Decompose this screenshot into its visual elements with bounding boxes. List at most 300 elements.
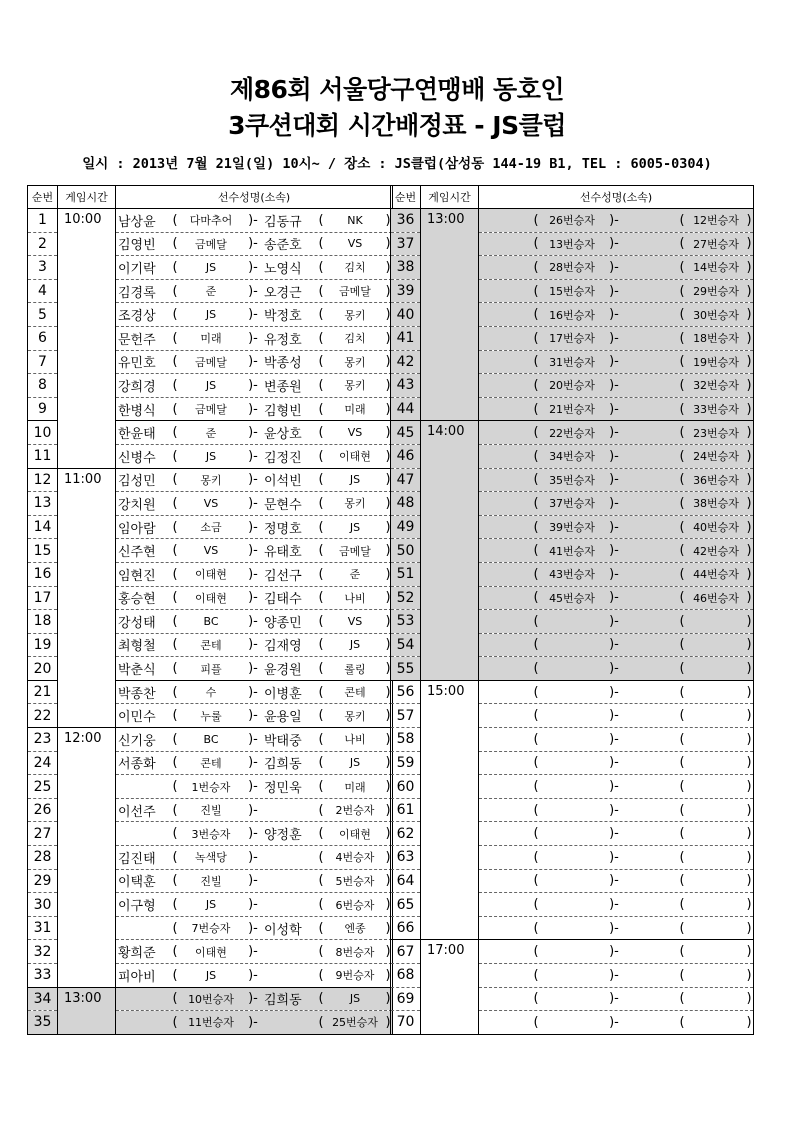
paren-close: ) [746, 755, 752, 771]
player-1-club: 21번승자 [549, 403, 595, 417]
player-1-name: 이선주 [118, 804, 156, 820]
paren-open: ( [533, 755, 539, 771]
match-number: 30 [28, 893, 58, 917]
player-2-name: 이석빈 [264, 474, 302, 490]
paren-open: ( [533, 849, 539, 865]
versus-separator: )- [248, 708, 258, 724]
match-pairing [479, 539, 754, 563]
paren-open: ( [679, 472, 685, 488]
match-number: 35 [28, 1011, 58, 1035]
paren-close: ) [746, 849, 752, 865]
paren-open: ( [533, 401, 539, 417]
paren-close: ) [746, 259, 752, 275]
paren-open: ( [533, 684, 539, 700]
player-2-club: 27번승자 [693, 237, 739, 251]
versus-separator: )- [609, 212, 619, 228]
versus-separator: )- [248, 826, 258, 842]
paren-close: ) [746, 897, 752, 913]
paren-open: ( [172, 755, 178, 771]
match-number: 41 [391, 326, 421, 350]
match-number: 6 [28, 326, 58, 350]
match-number: 20 [28, 657, 58, 681]
player-2-club: 롤링 [344, 662, 366, 676]
match-number: 46 [391, 444, 421, 468]
match-pairing [116, 256, 393, 280]
paren-close: ) [746, 708, 752, 724]
paren-close: ) [385, 472, 391, 488]
paren-close: ) [746, 307, 752, 323]
paren-open: ( [533, 920, 539, 936]
paren-open: ( [533, 590, 539, 606]
paren-open: ( [318, 307, 324, 323]
player-1-club: 16번승자 [549, 308, 595, 322]
versus-separator: )- [248, 377, 258, 393]
paren-open: ( [172, 897, 178, 913]
player-1-name: 한병식 [118, 403, 156, 419]
match-number: 57 [391, 704, 421, 728]
match-pairing [116, 940, 393, 964]
versus-separator: )- [248, 897, 258, 913]
player-2-name: 양종민 [264, 615, 302, 631]
player-2-club: 몽키 [344, 379, 366, 393]
player-1-club: 15번승자 [549, 285, 595, 299]
paren-open: ( [533, 802, 539, 818]
paren-open: ( [679, 802, 685, 818]
match-number: 42 [391, 350, 421, 374]
paren-open: ( [172, 212, 178, 228]
paren-open: ( [318, 425, 324, 441]
versus-separator: )- [609, 897, 619, 913]
paren-open: ( [172, 472, 178, 488]
player-1-name: 피아비 [118, 969, 156, 985]
player-1-club: 39번승자 [549, 521, 595, 535]
versus-separator: )- [248, 873, 258, 889]
player-2-club: 나비 [344, 591, 366, 605]
match-pairing [479, 468, 754, 492]
paren-open: ( [679, 637, 685, 653]
paren-close: ) [385, 637, 391, 653]
player-2-club: 이태현 [339, 827, 371, 841]
versus-separator: )- [609, 330, 619, 346]
player-2-name: 김정진 [264, 450, 302, 466]
paren-open: ( [318, 661, 324, 677]
match-number: 1 [28, 209, 58, 233]
player-1-club: 미래 [200, 332, 222, 346]
schedule-table-left [27, 185, 393, 1035]
match-number: 21 [28, 680, 58, 704]
match-pairing [479, 798, 754, 822]
player-2-club: 미래 [344, 780, 366, 794]
match-pairing [479, 232, 754, 256]
match-pairing [116, 444, 393, 468]
paren-open: ( [679, 354, 685, 370]
versus-separator: )- [609, 566, 619, 582]
player-2-club: 금메달 [339, 544, 371, 558]
match-number: 16 [28, 562, 58, 586]
versus-separator: )- [609, 377, 619, 393]
player-2-club: 25번승자 [332, 1016, 378, 1030]
player-1-name: 신주현 [118, 545, 156, 561]
player-2-club: 12번승자 [693, 214, 739, 228]
versus-separator: )- [248, 354, 258, 370]
player-1-club: 26번승자 [549, 214, 595, 228]
versus-separator: )- [248, 448, 258, 464]
match-pairing [479, 704, 754, 728]
versus-separator: )- [609, 401, 619, 417]
versus-separator: )- [609, 637, 619, 653]
match-number: 54 [391, 633, 421, 657]
paren-open: ( [318, 849, 324, 865]
versus-separator: )- [609, 590, 619, 606]
paren-open: ( [533, 495, 539, 511]
match-number: 38 [391, 256, 421, 280]
match-number: 39 [391, 279, 421, 303]
paren-open: ( [318, 259, 324, 275]
player-2-name: 유태호 [264, 545, 302, 561]
match-number: 27 [28, 822, 58, 846]
match-pairing [116, 680, 393, 704]
paren-open: ( [533, 354, 539, 370]
versus-separator: )- [248, 495, 258, 511]
game-time: 17:00 [421, 940, 479, 1034]
paren-open: ( [533, 448, 539, 464]
versus-separator: )- [609, 991, 619, 1007]
player-1-club: 진빌 [200, 874, 222, 888]
paren-close: ) [385, 354, 391, 370]
paren-close: ) [746, 637, 752, 653]
paren-open: ( [679, 613, 685, 629]
player-1-name: 신병수 [118, 450, 156, 466]
match-pairing [116, 209, 393, 233]
match-pairing [479, 610, 754, 634]
match-number: 10 [28, 421, 58, 445]
match-pairing [116, 1011, 393, 1035]
paren-close: ) [385, 967, 391, 983]
paren-open: ( [172, 637, 178, 653]
paren-open: ( [318, 779, 324, 795]
player-2-club: 46번승자 [693, 591, 739, 605]
player-2-name: 김동규 [264, 214, 302, 230]
paren-open: ( [318, 236, 324, 252]
player-2-club: 이태현 [339, 450, 371, 464]
versus-separator: )- [609, 826, 619, 842]
match-number: 50 [391, 539, 421, 563]
match-number: 26 [28, 798, 58, 822]
paren-close: ) [385, 826, 391, 842]
paren-open: ( [172, 684, 178, 700]
match-pairing [479, 916, 754, 940]
paren-open: ( [679, 543, 685, 559]
match-pairing [116, 987, 393, 1011]
match-pairing [479, 326, 754, 350]
table-row [391, 940, 754, 964]
paren-close: ) [385, 920, 391, 936]
player-1-name: 이민수 [118, 710, 156, 726]
paren-open: ( [679, 590, 685, 606]
table-row [28, 728, 393, 752]
player-2-club: 33번승자 [693, 403, 739, 417]
paren-close: ) [746, 519, 752, 535]
player-2-club: 8번승자 [335, 945, 375, 959]
match-pairing [479, 728, 754, 752]
paren-close: ) [385, 330, 391, 346]
match-pairing [479, 869, 754, 893]
player-1-club: 34번승자 [549, 450, 595, 464]
paren-close: ) [746, 991, 752, 1007]
player-2-club: 24번승자 [693, 450, 739, 464]
match-number: 17 [28, 586, 58, 610]
match-pairing [116, 610, 393, 634]
paren-open: ( [533, 212, 539, 228]
paren-open: ( [679, 991, 685, 1007]
paren-open: ( [679, 684, 685, 700]
versus-separator: )- [248, 779, 258, 795]
player-1-club: 피플 [200, 662, 222, 676]
match-number: 19 [28, 633, 58, 657]
versus-separator: )- [609, 779, 619, 795]
player-1-club: JS [205, 449, 217, 463]
match-number: 13 [28, 492, 58, 516]
paren-open: ( [172, 661, 178, 677]
paren-open: ( [533, 425, 539, 441]
paren-close: ) [746, 873, 752, 889]
paren-close: ) [385, 425, 391, 441]
match-pairing [479, 350, 754, 374]
paren-open: ( [679, 566, 685, 582]
match-number: 69 [391, 987, 421, 1011]
match-pairing [479, 209, 754, 233]
player-2-club: 30번승자 [693, 308, 739, 322]
versus-separator: )- [248, 944, 258, 960]
paren-open: ( [679, 826, 685, 842]
versus-separator: )- [248, 920, 258, 936]
versus-separator: )- [248, 543, 258, 559]
versus-separator: )- [609, 519, 619, 535]
paren-open: ( [533, 566, 539, 582]
match-number: 28 [28, 846, 58, 870]
player-2-club: 29번승자 [693, 285, 739, 299]
paren-open: ( [318, 519, 324, 535]
match-pairing [116, 704, 393, 728]
player-1-name: 임현진 [118, 568, 156, 584]
paren-open: ( [533, 637, 539, 653]
player-2-club: 김치 [344, 261, 366, 275]
paren-close: ) [385, 991, 391, 1007]
table-row [391, 421, 754, 445]
paren-open: ( [679, 283, 685, 299]
match-number: 60 [391, 775, 421, 799]
match-number: 11 [28, 444, 58, 468]
match-number: 65 [391, 893, 421, 917]
game-time: 12:00 [58, 728, 116, 988]
player-2-name: 송준호 [264, 238, 302, 254]
paren-open: ( [172, 236, 178, 252]
versus-separator: )- [609, 1014, 619, 1030]
paren-open: ( [679, 755, 685, 771]
player-1-club: 22번승자 [549, 426, 595, 440]
paren-close: ) [385, 731, 391, 747]
player-1-name: 이택훈 [118, 875, 156, 891]
player-2-club: 36번승자 [693, 473, 739, 487]
player-2-club: 19번승자 [693, 355, 739, 369]
versus-separator: )- [609, 708, 619, 724]
match-pairing [116, 633, 393, 657]
paren-open: ( [533, 873, 539, 889]
paren-close: ) [746, 731, 752, 747]
player-1-club: 이태현 [195, 591, 227, 605]
match-pairing [479, 657, 754, 681]
player-1-club: 이태현 [195, 568, 227, 582]
paren-open: ( [679, 920, 685, 936]
versus-separator: )- [248, 967, 258, 983]
match-number: 62 [391, 822, 421, 846]
paren-open: ( [679, 307, 685, 323]
match-number: 2 [28, 232, 58, 256]
paren-open: ( [318, 637, 324, 653]
match-pairing [479, 586, 754, 610]
table-row [28, 468, 393, 492]
paren-open: ( [172, 944, 178, 960]
paren-open: ( [533, 661, 539, 677]
match-number: 56 [391, 680, 421, 704]
player-1-club: 1번승자 [191, 780, 231, 794]
match-number: 5 [28, 303, 58, 327]
paren-open: ( [318, 472, 324, 488]
paren-close: ) [746, 236, 752, 252]
paren-close: ) [746, 802, 752, 818]
player-1-name: 조경상 [118, 309, 156, 325]
paren-close: ) [746, 944, 752, 960]
player-2-name: 이성학 [264, 922, 302, 938]
match-number: 18 [28, 610, 58, 634]
player-2-name: 김희동 [264, 757, 302, 773]
player-2-club: JS [349, 473, 361, 487]
paren-open: ( [318, 283, 324, 299]
match-number: 32 [28, 940, 58, 964]
player-2-name: 오경근 [264, 285, 302, 301]
player-1-club: 금메달 [195, 355, 227, 369]
player-2-club: 2번승자 [335, 804, 375, 818]
paren-close: ) [746, 967, 752, 983]
match-number: 47 [391, 468, 421, 492]
paren-open: ( [533, 779, 539, 795]
player-1-club: 누룰 [200, 709, 222, 723]
player-2-club: 몽키 [344, 355, 366, 369]
paren-open: ( [679, 330, 685, 346]
match-pairing [479, 256, 754, 280]
paren-open: ( [172, 731, 178, 747]
versus-separator: )- [609, 684, 619, 700]
paren-open: ( [172, 826, 178, 842]
match-number: 49 [391, 515, 421, 539]
player-1-club: JS [205, 378, 217, 392]
player-1-club: VS [203, 544, 219, 558]
player-1-name: 홍승현 [118, 592, 156, 608]
player-2-club: NK [347, 213, 363, 227]
player-1-club: 20번승자 [549, 379, 595, 393]
player-1-name: 문헌주 [118, 332, 156, 348]
player-2-name: 김형빈 [264, 403, 302, 419]
match-pairing [116, 539, 393, 563]
match-pairing [116, 751, 393, 775]
match-number: 8 [28, 374, 58, 398]
paren-close: ) [746, 212, 752, 228]
player-1-club: BC [203, 614, 219, 628]
match-pairing [116, 350, 393, 374]
match-number: 52 [391, 586, 421, 610]
paren-close: ) [746, 283, 752, 299]
paren-close: ) [385, 661, 391, 677]
paren-open: ( [533, 944, 539, 960]
player-1-club: 금메달 [195, 403, 227, 417]
match-pairing [479, 846, 754, 870]
match-pairing [479, 751, 754, 775]
match-pairing [116, 303, 393, 327]
player-2-name: 김재영 [264, 639, 302, 655]
player-1-club: 11번승자 [188, 1016, 234, 1030]
match-number: 51 [391, 562, 421, 586]
player-2-club: 38번승자 [693, 497, 739, 511]
paren-open: ( [533, 731, 539, 747]
player-1-name: 박춘식 [118, 663, 156, 679]
paren-open: ( [318, 944, 324, 960]
table-row [28, 987, 393, 1011]
paren-open: ( [318, 755, 324, 771]
versus-separator: )- [609, 259, 619, 275]
paren-open: ( [172, 779, 178, 795]
match-number: 25 [28, 775, 58, 799]
versus-separator: )- [248, 259, 258, 275]
player-1-club: JS [205, 308, 217, 322]
player-2-club: 18번승자 [693, 332, 739, 346]
versus-separator: )- [248, 731, 258, 747]
paren-close: ) [385, 495, 391, 511]
paren-close: ) [385, 307, 391, 323]
player-2-club: 콘테 [344, 686, 366, 700]
versus-separator: )- [609, 661, 619, 677]
match-pairing [116, 798, 393, 822]
match-pairing [116, 869, 393, 893]
paren-close: ) [746, 661, 752, 677]
paren-open: ( [172, 920, 178, 936]
match-pairing [116, 492, 393, 516]
paren-open: ( [679, 897, 685, 913]
player-1-club: VS [203, 496, 219, 510]
header-num: 순번 [391, 186, 421, 209]
match-number: 40 [391, 303, 421, 327]
paren-close: ) [385, 283, 391, 299]
paren-close: ) [385, 259, 391, 275]
paren-open: ( [533, 708, 539, 724]
match-pairing [116, 468, 393, 492]
paren-open: ( [318, 920, 324, 936]
versus-separator: )- [248, 236, 258, 252]
paren-open: ( [679, 212, 685, 228]
match-pairing [479, 1011, 754, 1035]
versus-separator: )- [248, 991, 258, 1007]
paren-open: ( [172, 849, 178, 865]
player-1-name: 박종찬 [118, 686, 156, 702]
match-pairing [116, 279, 393, 303]
player-2-name: 김태수 [264, 592, 302, 608]
paren-open: ( [533, 377, 539, 393]
versus-separator: )- [609, 354, 619, 370]
player-2-club: 4번승자 [335, 851, 375, 865]
paren-close: ) [746, 590, 752, 606]
player-1-name: 한윤태 [118, 427, 156, 443]
paren-close: ) [385, 448, 391, 464]
paren-open: ( [318, 566, 324, 582]
